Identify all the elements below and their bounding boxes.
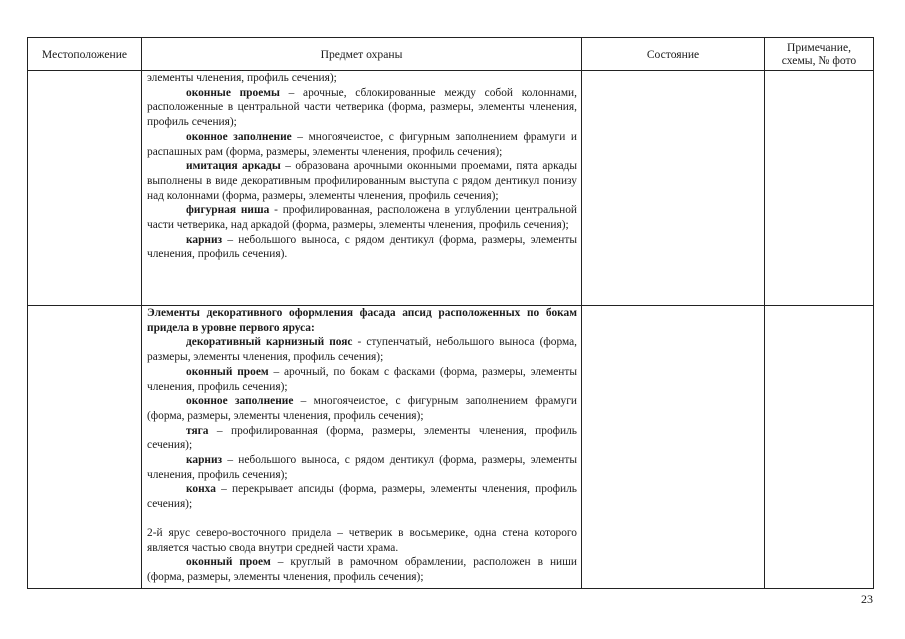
table-row xyxy=(28,306,874,589)
header-subject: Предмет охраны xyxy=(142,38,582,71)
term-description: – профилированная (форма, размеры, элементы членения, профиль сечения); xyxy=(147,424,577,452)
section-heading: Элементы декоративного оформления фасада апсид расположенных по бокам придела в уровне первого яруса: xyxy=(147,307,577,334)
term: оконный проем xyxy=(186,556,271,569)
paragraph xyxy=(147,424,577,453)
paragraph xyxy=(147,203,577,232)
term: декоративный карнизный пояс xyxy=(186,336,353,349)
term: фигурная ниша xyxy=(186,204,270,217)
term: оконное заполнение xyxy=(186,130,292,143)
paragraph xyxy=(147,394,577,423)
header-note-line1: Примечание, xyxy=(787,41,851,54)
term-description: – арочные, сблокированные между собой колоннами, расположенные в центральной части четверика (форма, размеры, элементы членения, профиль сечения); xyxy=(147,86,577,129)
table-header-row xyxy=(28,38,874,71)
term: карниз xyxy=(186,454,223,467)
term-description: – круглый в рамочном обрамлении, расположен в ниши (форма, размеры, элементы членения, профиль сечения); xyxy=(147,556,577,583)
term-description: – небольшого выноса, с рядом дентикул (форма, размеры, элементы членения, профиль сечения). xyxy=(147,233,577,261)
term: имитация аркады xyxy=(186,160,281,173)
term-description: – многоячеистое, с фигурным заполнением фрамуги (форма, размеры, элементы членения, профиль сечения); xyxy=(147,395,577,422)
page-number: 23 xyxy=(861,592,873,606)
paragraph xyxy=(147,555,577,584)
term: конха xyxy=(186,483,216,496)
header-note-line2: схемы, № фото xyxy=(781,54,857,67)
cell-location xyxy=(28,306,142,589)
paragraph xyxy=(147,335,577,364)
term-description: – многоячеистое, с фигурным заполнением фрамуги и распашных рам (форма, размеры, элементы членения, профиль сечения); xyxy=(147,130,577,158)
header-location: Местоположение xyxy=(28,38,142,71)
cell-subject xyxy=(142,306,582,589)
paragraph xyxy=(147,86,577,130)
cell-condition xyxy=(582,306,765,589)
paragraph xyxy=(147,482,577,511)
paragraph xyxy=(147,453,577,482)
term: тяга xyxy=(186,424,209,437)
term-description: – арочный, по бокам с фасками (форма, размеры, элементы членения, профиль сечения); xyxy=(147,365,577,393)
paragraph: элементы членения, профиль сечения); xyxy=(147,72,337,84)
spacer xyxy=(147,512,577,526)
header-condition: Состояние xyxy=(582,38,765,71)
paragraph xyxy=(147,159,577,203)
paragraph xyxy=(147,365,577,394)
term-description: - ступенчатый, небольшого выноса (форма, размеры, элементы членения, профиль сечения); xyxy=(147,336,578,364)
paragraph xyxy=(147,233,577,262)
term-description: – перекрывает апсиды (форма, размеры, элементы членения, профиль сечения); xyxy=(147,483,577,511)
term-description: – образована арочными оконными проемами, пята аркады выполнены в виде декоративным профилированным выступа с рядом дентикул понизу над колоннами (форма, размеры, элементы членения, профиль сечения); xyxy=(147,160,577,202)
term: карниз xyxy=(186,233,223,246)
header-note xyxy=(765,38,874,71)
cell-note xyxy=(765,71,874,306)
table-row xyxy=(28,71,874,306)
cell-note xyxy=(765,306,874,589)
paragraph: 2-й ярус северо-восточного придела – четверик в восьмерике, одна стена которого является частью свода внутри средней части храма. xyxy=(147,526,577,554)
cell-subject xyxy=(142,71,582,306)
term: оконные проемы xyxy=(186,86,280,99)
term: оконное заполнение xyxy=(186,395,294,408)
protection-subject-table xyxy=(27,37,874,589)
cell-condition xyxy=(582,71,765,306)
term-description: – небольшого выноса, с рядом дентикул (форма, размеры, элементы членения, профиль сечения); xyxy=(147,454,577,481)
term: оконный проем xyxy=(186,365,269,378)
term-description: - профилированная, расположена в углублении центральной части четверика, над аркадой (форма, размеры, элементы членения, профиль сечения); xyxy=(147,204,577,232)
paragraph xyxy=(147,130,577,159)
cell-location xyxy=(28,71,142,306)
